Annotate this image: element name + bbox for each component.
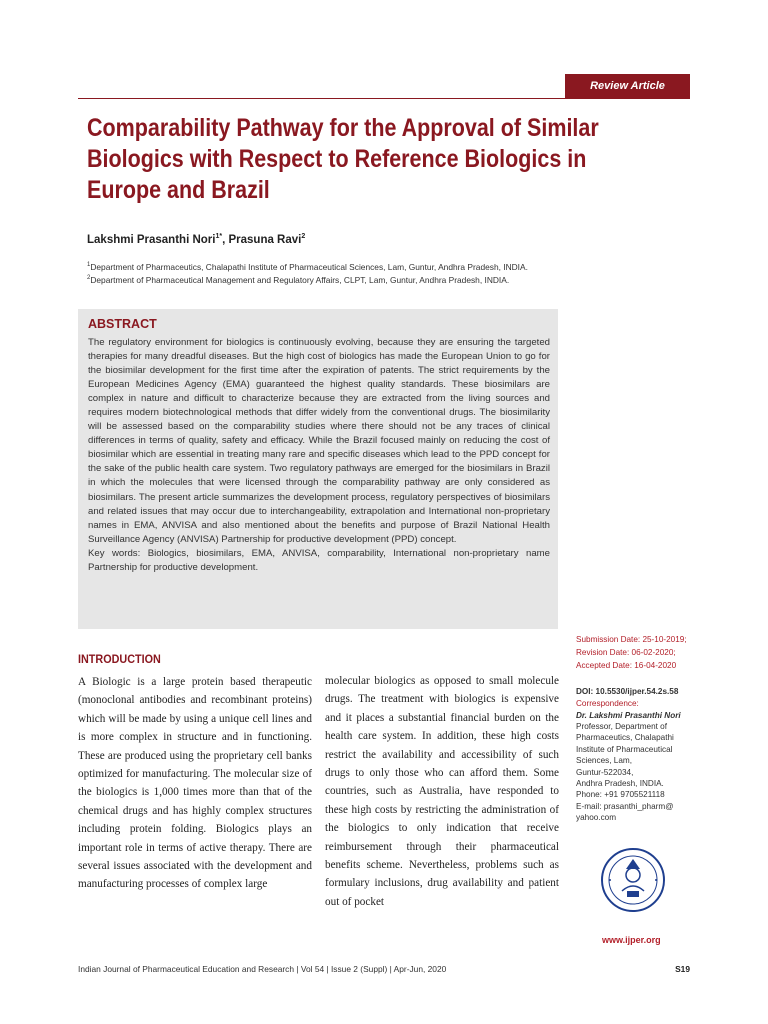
page-number: S19 [675,964,690,974]
correspondence-name: Dr. Lakshmi Prasanthi Nori [576,711,681,720]
affiliation [87,262,528,272]
author-affiliation-mark: 2 [301,233,306,240]
address-line: Pharmaceutics, Chalapathi [576,733,674,743]
body-column-right: molecular biologics as opposed to small molecule drugs. The treatment with biologics is expensive and it places a substantial financial burden on the health care system. In addition, these high costs restrict the availability and accessibility of such drugs to only those who can afford them. Some countries, such as Australia, have responded to these high costs by restricting the administration of the biologics to only indication that receive reimbursement through their pharmaceutical benefits scheme. Nevertheless, problems such as formulary inclusions, drug availability and patient out of pocket [325,675,559,908]
address-line[interactable]: E-mail: prasanthi_pharm@ [576,801,674,811]
submission-date: Submission Date: 25-10-2019; [576,635,687,644]
address-line: Sciences, Lam, [576,756,632,766]
title-line: Europe and Brazil [87,176,270,204]
abstract-box [78,309,558,629]
section-heading-introduction: INTRODUCTION [78,652,161,666]
page-footer [78,964,690,974]
affiliation-mark: 1 [87,262,91,269]
article-type-badge: Review Article [565,74,690,98]
correspondence-address [576,721,674,824]
abstract-text: The regulatory environment for biologics is continuously evolving, because they are ensuring the targeted therapies for many dreadful diseases. But the high cost of biologics has made the European Union to go for the biosimilar development for the first time after the expiration of patents. The strict requirements by the European Medicines Agency (EMA) guaranteed the highest quality standards. These biosimilars are complex in nature and difficult to characterize because they are extracted from the living sources and requires modern biotechnological methods that differ widely from the conventional drugs. The biosimilarity will be assessed based on the comparability studies where there should not be any traces of clinical differences in terms of quality, safety and efficacy. While the Brazil focused mainly on reducing the cost of biosimilar which are essential in treating many rare and specific diseases which lead to the PPD concept for the sake of the public health care system. Two regulatory pathways are emerged for the biosimilars in Brazil in which the molecules that were licensed through the comparability pathway are only considered as biosimilars. The present article summarizes the development process, regulatory perspectives of biosimilars and related issues that may occur due to interchangeability, extrapolation and International non-proprietary names in EMA, ANVISA and also mentioned about the benefits and purpose of Brazil National Health Surveillance Agency (ANVISA) Partnership for productive development (PPD) concept. [88,337,550,545]
author-name: Prasuna Ravi [228,233,302,246]
body-column-left: A Biologic is a large protein based therapeutic (monoclonal antibodies and recombinant proteins) which will be made by using a unique cell lines and is more complex in structure and in functioning. These are produced using the proprietary cell banks optimized for manufacturing. The molecular size of the biologics is 1,000 times more than that of the chemical drugs and has highly complex structures including protein folding. Biologics plays an important role in terms of active therapy. There are several issues associated with the development and manufacturing processes of complex large [78,676,312,891]
title-line: Comparability Pathway for the Approval of Similar [87,114,599,142]
abstract-keywords: Key words: Biologics, biosimilars, EMA, ANVISA, comparability, International non-proprietary name Partnership for productive development. [88,547,550,573]
author-affiliation-mark: 1* [215,233,223,240]
abstract-body [88,336,550,575]
address-line: Institute of Pharmaceutical [576,744,673,754]
author-name: Lakshmi Prasanthi Nori [87,233,216,246]
affiliation-text: Department of Pharmaceutics, Chalapathi Institute of Pharmaceutical Sciences, Lam, Guntur, Andhra Pradesh, INDIA. [90,262,528,272]
journal-website-link[interactable]: www.ijper.org [602,935,661,945]
article-title [87,113,603,206]
abstract-heading: ABSTRACT [88,317,157,331]
address-line: Professor, Department of [576,722,668,731]
author-separator: , [222,233,229,246]
accepted-date: Accepted Date: 16-04-2020 [576,661,677,670]
address-line[interactable]: yahoo.com [576,813,617,823]
correspondence-label: Correspondence: [576,699,639,708]
journal-seal-logo [600,847,666,913]
doi[interactable]: DOI: 10.5530/ijper.54.2s.58 [576,687,679,696]
address-line: Guntur-522034, [576,767,634,777]
address-line: Phone: +91 9705521118 [576,790,665,800]
affiliation [87,275,509,285]
revision-date: Revision Date: 06-02-2020; [576,648,676,657]
address-line: Andhra Pradesh, INDIA. [576,779,664,789]
affiliation-mark: 2 [87,275,91,282]
footer-journal-info: Indian Journal of Pharmaceutical Education and Research | Vol 54 | Issue 2 (Suppl) | Apr-Jun, 2020 [78,964,447,974]
affiliation-text: Department of Pharmaceutical Management and Regulatory Affairs, CLPT, Lam, Guntur, Andhra Pradesh, INDIA. [90,275,510,285]
header-rule [78,98,690,99]
title-line: Biologics with Respect to Reference Biologics in [87,145,587,173]
author-list [87,233,305,246]
